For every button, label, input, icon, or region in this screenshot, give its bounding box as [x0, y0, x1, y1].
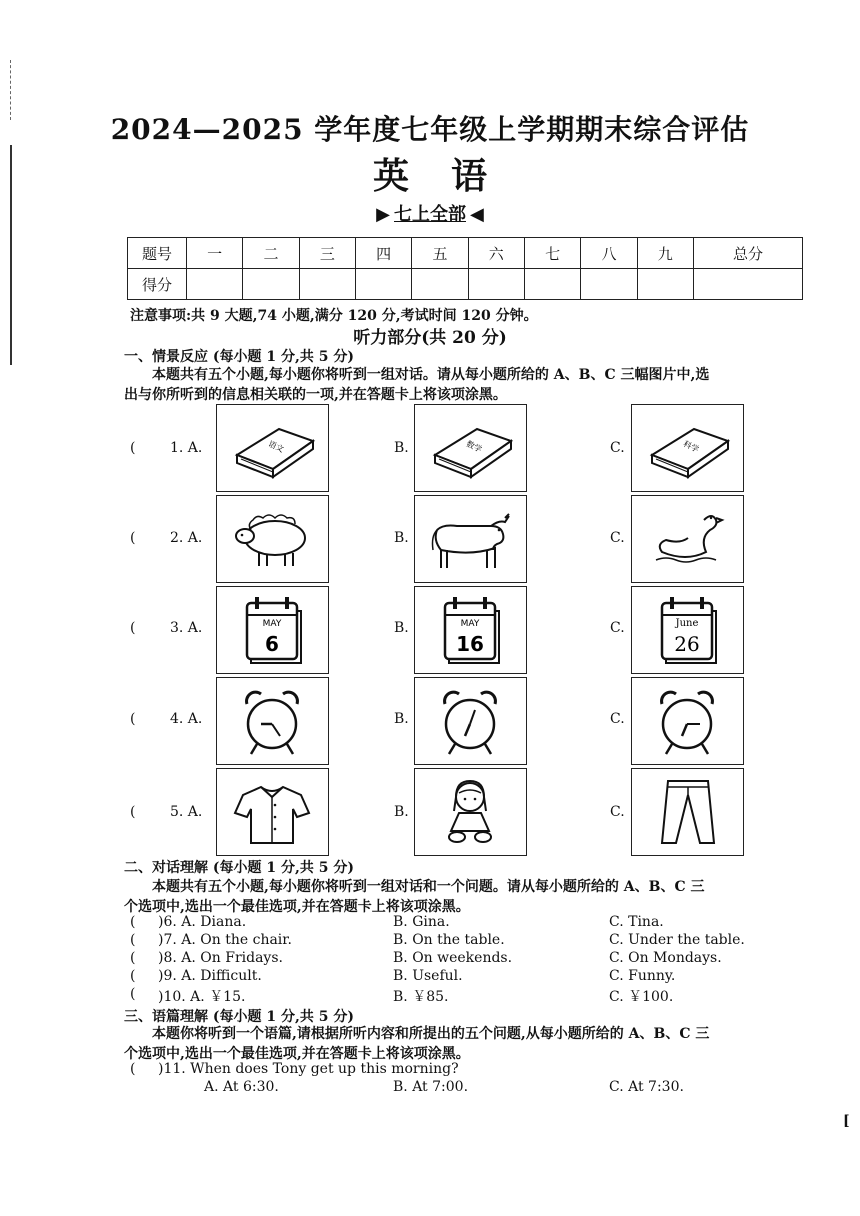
q5-number: 5. A. [170, 804, 203, 820]
q11-option-b[interactable]: B. At 7:00. [393, 1079, 469, 1095]
col-5: 五 [412, 238, 468, 269]
calendar-icon [217, 587, 328, 673]
q11-paren[interactable]: ( [130, 1061, 136, 1077]
score-cell[interactable] [187, 269, 243, 300]
q11-option-a[interactable]: A. At 6:30. [204, 1079, 279, 1095]
score-cell[interactable] [637, 269, 693, 300]
col-2: 二 [243, 238, 299, 269]
book-label: 语文 [266, 439, 286, 455]
q9-option-a[interactable]: )9. A. Difficult. [158, 968, 262, 984]
sheep-icon [217, 496, 328, 582]
calendar-day: 16 [456, 632, 484, 656]
section-2-instr-line-2: 个选项中,选出一个最佳选项,并在答题卡上将该项涂黑。 [124, 899, 470, 915]
q8-paren[interactable]: ( [130, 950, 136, 966]
q4-number: 4. A. [170, 711, 203, 727]
section-1-instr-line-2: 出与你所听到的信息相关联的一项,并在答题卡上将该项涂黑。 [124, 387, 507, 403]
q10-paren[interactable]: ( [130, 986, 136, 1002]
q5-option-b-label: B. [394, 804, 409, 820]
q3-option-c-label: C. [610, 620, 625, 636]
q11-option-c[interactable]: C. At 7:30. [609, 1079, 684, 1095]
book-chinese-icon [217, 405, 328, 491]
calendar-day: 6 [265, 632, 279, 656]
q1-number: 1. A. [170, 440, 203, 456]
calendar-icon [632, 587, 743, 673]
pants-icon [632, 769, 743, 855]
book-science-icon [632, 405, 743, 491]
q6-row [130, 914, 135, 930]
shirt-icon [217, 769, 328, 855]
question-number-label: 题号 [128, 238, 187, 269]
q7-row [130, 932, 135, 948]
calendar-month: MAY [460, 619, 480, 629]
score-cell[interactable] [299, 269, 355, 300]
q10-option-a[interactable]: )10. A. ￥15. [158, 989, 246, 1005]
triangle-left-icon: ◀ [470, 204, 484, 225]
q3-option-b-label: B. [394, 620, 409, 636]
q1-paren[interactable]: ( [130, 440, 136, 456]
q8-option-c[interactable]: C. On Mondays. [609, 950, 722, 966]
q5-option-b-image[interactable] [414, 768, 527, 856]
cow-icon [415, 496, 526, 582]
q2-option-c-image[interactable] [631, 495, 744, 583]
calendar-day: 26 [674, 632, 700, 656]
q7-option-a[interactable]: )7. A. On the chair. [158, 932, 292, 948]
scope-text: 七上全部 [394, 204, 466, 225]
section-1-instructions [124, 365, 804, 405]
score-cell-total[interactable] [694, 269, 803, 300]
q3-option-a-image[interactable] [216, 586, 329, 674]
q5-option-a-image[interactable] [216, 768, 329, 856]
score-cell[interactable] [468, 269, 524, 300]
q8-option-a[interactable]: )8. A. On Fridays. [158, 950, 283, 966]
q1-option-a-image[interactable] [216, 404, 329, 492]
q2-option-b-image[interactable] [414, 495, 527, 583]
listening-part-title: 听力部分(共 20 分) [353, 328, 507, 348]
col-9: 九 [637, 238, 693, 269]
q3-option-b-image[interactable] [414, 586, 527, 674]
q6-option-c[interactable]: C. Tina. [609, 914, 664, 930]
score-cell[interactable] [524, 269, 580, 300]
q11-question: )11. When does Tony get up this morning? [158, 1061, 459, 1077]
q1-option-b-label: B. [394, 440, 409, 456]
score-cell[interactable] [355, 269, 411, 300]
q3-number: 3. A. [170, 620, 203, 636]
doll-icon [415, 769, 526, 855]
q5-option-c-image[interactable] [631, 768, 744, 856]
col-3: 三 [299, 238, 355, 269]
swan-icon [632, 496, 743, 582]
calendar-icon [415, 587, 526, 673]
section-3-instructions [124, 1024, 804, 1064]
q4-option-a-image[interactable] [216, 677, 329, 765]
q1-option-c-label: C. [610, 440, 625, 456]
col-4: 四 [355, 238, 411, 269]
q6-option-b[interactable]: B. Gina. [393, 914, 450, 930]
q9-option-c[interactable]: C. Funny. [609, 968, 676, 984]
col-1: 一 [187, 238, 243, 269]
alarm-clock-icon [415, 678, 526, 764]
score-cell[interactable] [412, 269, 468, 300]
q2-option-b-label: B. [394, 530, 409, 546]
q4-option-b-label: B. [394, 711, 409, 727]
section-1-title: 一、情景反应 (每小题 1 分,共 5 分) [124, 349, 354, 365]
q1-option-b-image[interactable] [414, 404, 527, 492]
alarm-clock-icon [632, 678, 743, 764]
scope-label [0, 200, 860, 226]
score-cell[interactable] [243, 269, 299, 300]
calendar-month: MAY [262, 619, 282, 629]
q6-paren[interactable]: ( [130, 914, 136, 930]
q10-option-b[interactable]: B. ￥85. [393, 989, 449, 1005]
q2-paren[interactable]: ( [130, 530, 136, 546]
section-2-instr-line-1: 本题共有五个小题,每小题你将听到一组对话和一个问题。请从每小题所给的 A、B、C 三 [152, 879, 705, 895]
section-2-title: 二、对话理解 (每小题 1 分,共 5 分) [124, 860, 354, 876]
q9-row [130, 968, 135, 984]
q10-option-c[interactable]: C. ￥100. [609, 989, 674, 1005]
q8-option-b[interactable]: B. On weekends. [393, 950, 513, 966]
section-1-instr-line-1: 本题共有五个小题,每小题你将听到一组对话。请从每小题所给的 A、B、C 三幅图片中,选 [152, 367, 710, 383]
q5-paren[interactable]: ( [130, 804, 136, 820]
q6-option-a[interactable]: )6. A. Diana. [158, 914, 247, 930]
q5-option-c-label: C. [610, 804, 625, 820]
q2-number: 2. A. [170, 530, 203, 546]
score-table [127, 237, 803, 300]
book-label: 数学 [464, 439, 484, 455]
col-7: 七 [524, 238, 580, 269]
q3-paren[interactable]: ( [130, 620, 136, 636]
exam-title: 2024—2025 学年度七年级上学期期末综合评估 [110, 113, 750, 146]
q4-option-c-label: C. [610, 711, 625, 727]
q4-option-b-image[interactable] [414, 677, 527, 765]
score-cell[interactable] [581, 269, 637, 300]
q4-paren[interactable]: ( [130, 711, 136, 727]
triangle-right-icon: ▶ [376, 204, 390, 225]
q10-row [130, 986, 135, 1002]
book-math-icon [415, 405, 526, 491]
q9-option-b[interactable]: B. Useful. [393, 968, 463, 984]
page-edge-mark: [ [843, 1113, 850, 1129]
q7-option-c[interactable]: C. Under the table. [609, 932, 745, 948]
q2-option-c-label: C. [610, 530, 625, 546]
score-label: 得分 [128, 269, 187, 300]
col-6: 六 [468, 238, 524, 269]
total-label: 总分 [694, 238, 803, 269]
q3-option-c-image[interactable] [631, 586, 744, 674]
subject-title: 英语 [372, 155, 529, 197]
q7-option-b[interactable]: B. On the table. [393, 932, 505, 948]
book-label: 科学 [681, 439, 701, 455]
col-8: 八 [581, 238, 637, 269]
exam-notice: 注意事项:共 9 大题,74 小题,满分 120 分,考试时间 120 分钟。 [130, 308, 538, 324]
q2-option-a-image[interactable] [216, 495, 329, 583]
q7-paren[interactable]: ( [130, 932, 136, 948]
q11-row [130, 1061, 135, 1077]
section-3-instr-line-2: 个选项中,选出一个最佳选项,并在答题卡上将该项涂黑。 [124, 1046, 470, 1062]
q1-option-c-image[interactable] [631, 404, 744, 492]
calendar-month: June [675, 618, 699, 629]
score-table-score-row [128, 269, 803, 300]
q8-row [130, 950, 135, 966]
q4-option-c-image[interactable] [631, 677, 744, 765]
section-3-instr-line-1: 本题你将听到一个语篇,请根据所听内容和所提出的五个问题,从每小题所给的 A、B、C 三 [152, 1026, 710, 1042]
alarm-clock-icon [217, 678, 328, 764]
section-3-title: 三、语篇理解 (每小题 1 分,共 5 分) [124, 1009, 354, 1025]
q9-paren[interactable]: ( [130, 968, 136, 984]
section-2-instructions [124, 877, 804, 917]
score-table-header-row [128, 238, 803, 269]
